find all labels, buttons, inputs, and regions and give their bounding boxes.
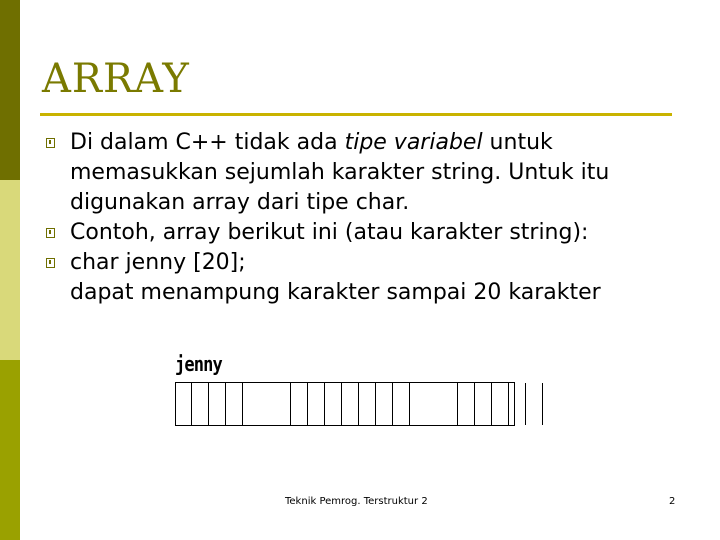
- array-cell-divider: [290, 383, 291, 425]
- array-cell-divider: [457, 383, 458, 425]
- array-variable-label: jenny: [175, 352, 222, 376]
- bullet-list: [44, 128, 684, 308]
- array-diagram: [175, 352, 230, 376]
- left-bar-segment-middle: [0, 180, 20, 360]
- array-cell-divider: [208, 383, 209, 425]
- array-cell-divider: [542, 383, 543, 425]
- square-bullet-icon: [46, 228, 55, 238]
- square-bullet-icon: [46, 138, 55, 148]
- left-bar-segment-bottom: [0, 360, 20, 540]
- left-bar-segment-top: [0, 0, 20, 180]
- bullet-text-emphasis: tipe variabel: [344, 130, 483, 155]
- array-cell-divider: [191, 383, 192, 425]
- left-decor-bar: [0, 0, 20, 540]
- array-cell-divider: [491, 383, 492, 425]
- bullet-item: [44, 218, 684, 248]
- array-cell-divider: [358, 383, 359, 425]
- array-cell-divider: [525, 383, 526, 425]
- bullet-item: [44, 128, 684, 218]
- bullet-text-part: Contoh, array berikut ini (atau karakter string):: [70, 220, 589, 245]
- array-cell-divider: [392, 383, 393, 425]
- array-cell-divider: [508, 383, 509, 425]
- array-cell-divider: [375, 383, 376, 425]
- array-cell-divider: [409, 383, 410, 425]
- bullet-item: [44, 248, 684, 308]
- square-bullet-icon: [46, 258, 55, 268]
- slide-footer: Teknik Pemrog. Terstruktur 2: [285, 496, 428, 507]
- bullet-continuation-text: dapat menampung karakter sampai 20 karakter: [70, 280, 601, 305]
- bullet-text-part: untuk memasukkan sejumlah karakter string. Untuk itu digunakan array dari tipe char.: [70, 130, 610, 215]
- bullet-text-part: char jenny [20];: [70, 250, 246, 275]
- array-cells-box: [175, 382, 515, 426]
- array-cell-divider: [307, 383, 308, 425]
- array-cell-divider: [341, 383, 342, 425]
- array-cell-divider: [474, 383, 475, 425]
- bullet-text-part: Di dalam C++ tidak ada: [70, 130, 345, 155]
- array-cell-divider: [324, 383, 325, 425]
- slide-title: ARRAY: [42, 56, 190, 102]
- title-underline: [40, 113, 672, 116]
- array-cell-divider: [225, 383, 226, 425]
- page-number: 2: [669, 496, 676, 507]
- array-cell-divider: [242, 383, 243, 425]
